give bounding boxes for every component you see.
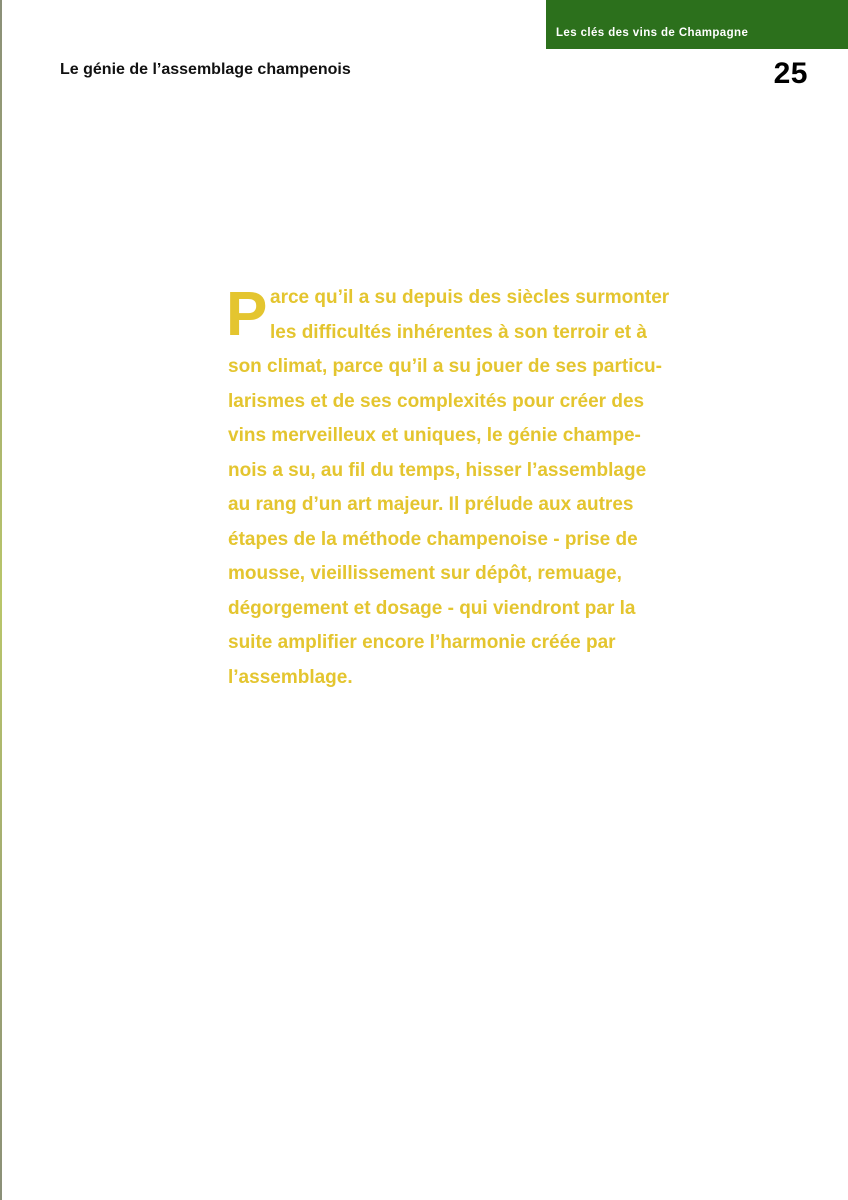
paragraph-line: mousse, vieillissement sur dépôt, remuage, <box>228 563 622 584</box>
series-banner <box>546 0 848 49</box>
drop-cap: P <box>226 280 268 349</box>
body-paragraph <box>228 281 728 695</box>
paragraph-line: au rang d’un art majeur. Il prélude aux autres <box>228 494 634 515</box>
paragraph-line: arce qu’il a su depuis des siècles surmonter <box>270 287 670 308</box>
paragraph-line: l’assemblage. <box>228 666 353 688</box>
page-number: 25 <box>773 57 808 90</box>
paragraph-line: larismes et de ses complexités pour créer des <box>228 390 645 412</box>
paragraph-line: étapes de la méthode champenoise - prise de <box>228 528 638 550</box>
paragraph-line: vins merveilleux et uniques, le génie champe- <box>228 425 641 446</box>
series-title: Les clés des vins de Champagne <box>556 27 749 39</box>
paragraph-line: dégorgement et dosage - qui viendront par la <box>228 597 636 619</box>
paragraph-line: les difficultés inhérentes à son terroir et à <box>270 321 647 343</box>
paragraph-line: son climat, parce qu’il a su jouer de ses particu- <box>228 356 662 377</box>
paragraph-line: nois a su, au fil du temps, hisser l’assemblage <box>228 459 647 481</box>
page-title: Le génie de l’assemblage champenois <box>60 61 351 78</box>
page-left-edge <box>0 0 2 1200</box>
paragraph-line: suite amplifier encore l’harmonie créée par <box>228 632 616 653</box>
